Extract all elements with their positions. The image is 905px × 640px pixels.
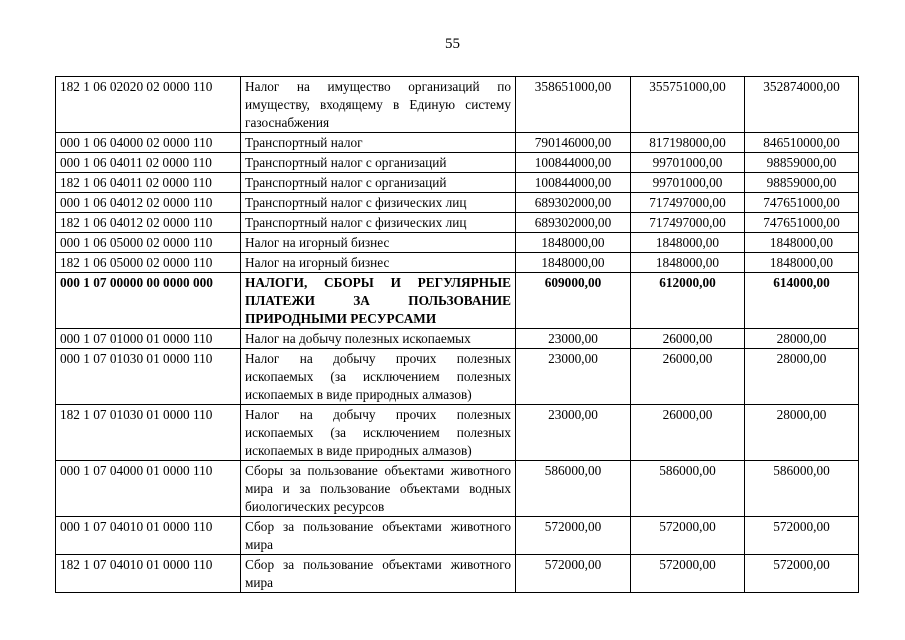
value-cell-2: 572000,00 [631,517,745,555]
value-cell-1: 23000,00 [516,329,631,349]
description-cell: Сбор за пользование объектами животного мира [241,555,516,593]
revenue-table [55,76,859,593]
budget-code-cell: 000 1 07 00000 00 0000 000 [56,273,241,329]
description-cell: Сборы за пользование объектами животного мира и за пользование объектами водных биологических ресурсов [241,461,516,517]
table-row [56,173,859,193]
table-row [56,253,859,273]
budget-code-cell: 000 1 07 04000 01 0000 110 [56,461,241,517]
value-cell-3: 1848000,00 [745,253,859,273]
page-number: 55 [445,36,460,52]
table-row [56,153,859,173]
value-cell-1: 572000,00 [516,517,631,555]
value-cell-3: 572000,00 [745,517,859,555]
value-cell-1: 23000,00 [516,405,631,461]
table-row [56,133,859,153]
value-cell-1: 358651000,00 [516,77,631,133]
description-cell: Налог на игорный бизнес [241,253,516,273]
value-cell-3: 586000,00 [745,461,859,517]
description-cell: Налог на добычу полезных ископаемых [241,329,516,349]
description-cell: Налог на игорный бизнес [241,233,516,253]
description-cell: Транспортный налог с организаций [241,153,516,173]
value-cell-3: 28000,00 [745,349,859,405]
value-cell-2: 99701000,00 [631,153,745,173]
value-cell-1: 1848000,00 [516,253,631,273]
table-row [56,517,859,555]
value-cell-1: 609000,00 [516,273,631,329]
table-row [56,555,859,593]
value-cell-1: 586000,00 [516,461,631,517]
value-cell-2: 26000,00 [631,405,745,461]
table-row [56,329,859,349]
table-row [56,77,859,133]
budget-code-cell: 000 1 06 05000 02 0000 110 [56,233,241,253]
table-row [56,213,859,233]
value-cell-3: 1848000,00 [745,233,859,253]
value-cell-1: 23000,00 [516,349,631,405]
value-cell-3: 614000,00 [745,273,859,329]
value-cell-2: 572000,00 [631,555,745,593]
value-cell-3: 572000,00 [745,555,859,593]
description-cell: Налог на имущество организаций по имуществу, входящему в Единую систему газоснабжения [241,77,516,133]
description-cell: Налог на добычу прочих полезных ископаемых (за исключением полезных ископаемых в виде природных алмазов) [241,405,516,461]
value-cell-1: 1848000,00 [516,233,631,253]
value-cell-3: 28000,00 [745,405,859,461]
budget-code-cell: 000 1 07 01030 01 0000 110 [56,349,241,405]
table-row [56,233,859,253]
budget-code-cell: 182 1 06 04012 02 0000 110 [56,213,241,233]
description-cell: Налог на добычу прочих полезных ископаемых (за исключением полезных ископаемых в виде природных алмазов) [241,349,516,405]
budget-code-cell: 182 1 06 04011 02 0000 110 [56,173,241,193]
value-cell-2: 612000,00 [631,273,745,329]
table-row [56,193,859,213]
value-cell-2: 817198000,00 [631,133,745,153]
value-cell-2: 717497000,00 [631,213,745,233]
value-cell-2: 717497000,00 [631,193,745,213]
description-cell: Сбор за пользование объектами животного мира [241,517,516,555]
value-cell-3: 98859000,00 [745,173,859,193]
budget-code-cell: 182 1 06 05000 02 0000 110 [56,253,241,273]
value-cell-2: 355751000,00 [631,77,745,133]
description-cell: Транспортный налог с физических лиц [241,213,516,233]
budget-code-cell: 000 1 06 04012 02 0000 110 [56,193,241,213]
budget-code-cell: 000 1 07 04010 01 0000 110 [56,517,241,555]
budget-code-cell: 182 1 06 02020 02 0000 110 [56,77,241,133]
description-cell: Транспортный налог с организаций [241,173,516,193]
budget-code-cell: 000 1 07 01000 01 0000 110 [56,329,241,349]
value-cell-2: 1848000,00 [631,253,745,273]
value-cell-2: 586000,00 [631,461,745,517]
value-cell-1: 572000,00 [516,555,631,593]
value-cell-3: 98859000,00 [745,153,859,173]
value-cell-2: 99701000,00 [631,173,745,193]
description-cell: Транспортный налог [241,133,516,153]
value-cell-1: 689302000,00 [516,193,631,213]
table-row [56,405,859,461]
value-cell-3: 846510000,00 [745,133,859,153]
description-cell: Транспортный налог с физических лиц [241,193,516,213]
value-cell-3: 28000,00 [745,329,859,349]
value-cell-2: 26000,00 [631,349,745,405]
budget-code-cell: 182 1 07 01030 01 0000 110 [56,405,241,461]
value-cell-2: 26000,00 [631,329,745,349]
table-row [56,273,859,329]
value-cell-1: 100844000,00 [516,153,631,173]
description-cell: НАЛОГИ, СБОРЫ И РЕГУЛЯРНЫЕ ПЛАТЕЖИ ЗА ПОЛЬЗОВАНИЕ ПРИРОДНЫМИ РЕСУРСАМИ [241,273,516,329]
value-cell-3: 747651000,00 [745,193,859,213]
table-row [56,461,859,517]
budget-code-cell: 182 1 07 04010 01 0000 110 [56,555,241,593]
value-cell-1: 790146000,00 [516,133,631,153]
table-row [56,349,859,405]
value-cell-1: 100844000,00 [516,173,631,193]
value-cell-2: 1848000,00 [631,233,745,253]
value-cell-3: 352874000,00 [745,77,859,133]
budget-code-cell: 000 1 06 04000 02 0000 110 [56,133,241,153]
value-cell-3: 747651000,00 [745,213,859,233]
value-cell-1: 689302000,00 [516,213,631,233]
table-body [56,77,859,593]
budget-code-cell: 000 1 06 04011 02 0000 110 [56,153,241,173]
